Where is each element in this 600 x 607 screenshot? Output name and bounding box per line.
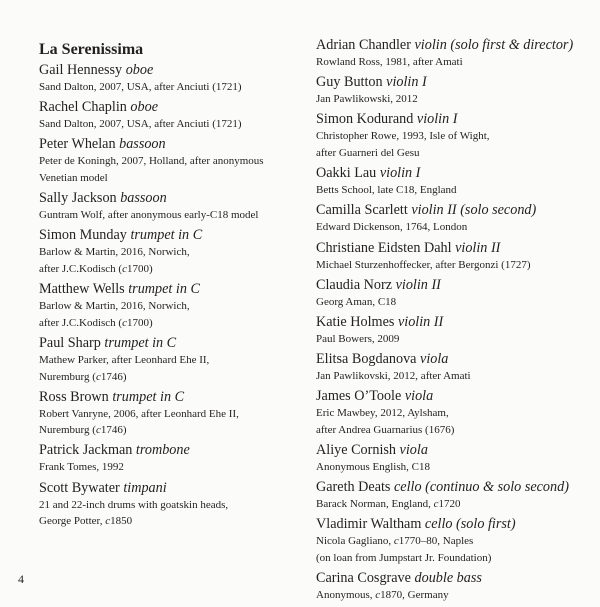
player-instrument: oboe [125, 62, 154, 78]
roster-entry [39, 281, 301, 331]
instrument-maker-line: Michael Sturzenhoffecker, after Bergonzi (1727) [316, 258, 531, 271]
instrument-maker-line: Paul Bowers, 2009 [316, 332, 400, 345]
instrument-maker-line: after J.C.Kodisch (c1700) [39, 316, 153, 329]
instrument-maker-line: Nuremburg (c1746) [39, 424, 127, 437]
right-roster [316, 37, 596, 604]
roster-entry [316, 37, 596, 71]
page-number: 4 [18, 572, 24, 586]
player-instrument: trumpet in C [130, 227, 203, 244]
instrument-maker-line: Nicola Gagliano, c1770–80, Naples [316, 535, 474, 548]
instrument-maker-line: Nuremburg (c1746) [39, 370, 127, 383]
instrument-maker-line: Jan Pawlikovski, 2012, after Amati [316, 370, 471, 383]
instrument-maker-line: Edward Dickenson, 1764, London [316, 221, 468, 234]
player-name: Peter Whelan [39, 136, 116, 153]
roster-entry [316, 240, 596, 274]
player-name: Matthew Wells [39, 281, 125, 298]
left-roster [39, 62, 301, 530]
player-name: Katie Holmes [316, 313, 395, 330]
player-name: Adrian Chandler [316, 37, 411, 53]
roster-entry [39, 442, 301, 476]
player-name: Carina Cosgrave [316, 570, 411, 587]
player-instrument: violin I [386, 74, 427, 91]
circa-mark: c [95, 370, 101, 383]
left-column [39, 40, 301, 533]
player-line [39, 190, 301, 207]
player-instrument: timpani [123, 479, 167, 496]
player-line [316, 442, 596, 459]
instrument-maker-line: Barlow & Martin, 2016, Norwich, [39, 300, 190, 313]
player-line [316, 351, 596, 368]
instrument-maker-line: Barack Norman, England, c1720 [316, 498, 461, 511]
player-line [316, 240, 596, 257]
player-line [39, 227, 301, 244]
instrument-maker-line: Anonymous, c1870, Germany [316, 589, 449, 602]
player-line [39, 389, 301, 406]
roster-entry [316, 111, 596, 161]
player-instrument: trombone [135, 442, 190, 459]
player-line [39, 335, 301, 352]
right-column [316, 37, 596, 607]
player-name: Aliye Cornish [316, 442, 396, 459]
player-name: Elitsa Bogdanova [316, 351, 417, 368]
player-name: Ross Brown [39, 388, 109, 405]
circa-mark: c [122, 316, 127, 329]
roster-entry [316, 479, 596, 513]
player-instrument: violin II (solo second) [411, 202, 537, 219]
player-name: James O’Toole [316, 388, 402, 405]
player-instrument: bassoon [119, 136, 166, 153]
circa-mark: c [95, 424, 101, 437]
player-name: Christiane Eidsten Dahl [316, 239, 452, 256]
player-name: Simon Kodurand [316, 111, 414, 128]
roster-entry [316, 516, 596, 566]
player-instrument: trumpet in C [112, 388, 185, 405]
player-name: Paul Sharp [39, 334, 101, 351]
player-line [316, 37, 596, 54]
player-name: Oakki Lau [316, 165, 377, 182]
player-line [316, 111, 596, 128]
instrument-maker-line: Barlow & Martin, 2016, Norwich, [39, 246, 190, 259]
instrument-maker-line: after Guarneri del Gesu [316, 146, 420, 159]
player-line [316, 74, 596, 91]
player-line [316, 277, 596, 294]
player-name: Vladimir Waltham [316, 516, 422, 533]
instrument-maker-line: Eric Mawbey, 2012, Aylsham, [316, 407, 449, 420]
player-instrument: violin II [397, 313, 444, 330]
player-line [316, 570, 596, 587]
player-line [39, 62, 301, 79]
player-instrument: viola [420, 351, 449, 368]
player-line [316, 202, 596, 219]
instrument-maker-line: (on loan from Jumpstart Jr. Foundation) [316, 552, 492, 565]
player-line [39, 480, 301, 497]
player-line [316, 165, 596, 182]
circa-mark: c [105, 515, 111, 528]
roster-entry [316, 202, 596, 236]
roster-entry [316, 74, 596, 108]
instrument-maker-line: Betts School, late C18, England [316, 184, 457, 197]
player-instrument: violin I [416, 111, 458, 128]
player-line [316, 314, 596, 331]
player-line [316, 479, 596, 496]
player-instrument: violin I [379, 165, 421, 182]
roster-entry [39, 99, 301, 133]
player-name: Gareth Deats [316, 479, 391, 496]
player-instrument: trumpet in C [104, 334, 177, 351]
roster-entry [316, 388, 596, 438]
circa-mark: c [375, 589, 381, 602]
roster-entry [316, 442, 596, 476]
instrument-maker-line: Christopher Rowe, 1993, Isle of Wight, [316, 130, 490, 143]
player-line [316, 516, 596, 533]
player-line [39, 281, 301, 298]
player-name: Claudia Norz [316, 276, 393, 293]
player-instrument: trumpet in C [128, 281, 200, 298]
player-instrument: cello (solo first) [424, 516, 516, 533]
player-instrument: violin (solo first & director) [414, 37, 574, 53]
player-line [39, 442, 301, 459]
instrument-maker-line: Jan Pawlikowski, 2012 [316, 93, 418, 106]
player-name: Camilla Scarlett [316, 202, 408, 219]
roster-entry [39, 190, 301, 224]
instrument-maker-line: Sand Dalton, 2007, USA, after Anciuti (1721) [39, 118, 242, 131]
instrument-maker-line: Guntram Wolf, after anonymous early-C18 model [39, 209, 259, 222]
roster-entry [316, 165, 596, 199]
circa-mark: c [393, 535, 399, 548]
player-instrument: violin II [455, 239, 501, 256]
player-line [316, 388, 596, 405]
instrument-maker-line: 21 and 22-inch drums with goatskin heads, [39, 498, 229, 511]
player-instrument: cello (continuo & solo second) [394, 479, 569, 496]
roster-entry [316, 570, 596, 604]
roster-entry [316, 351, 596, 385]
player-instrument: violin II [395, 276, 441, 293]
section-title: La Serenissima [39, 41, 144, 58]
instrument-maker-line: Frank Tomes, 1992 [39, 461, 124, 474]
instrument-maker-line: Venetian model [39, 171, 108, 184]
player-name: Scott Bywater [39, 479, 120, 496]
player-instrument: viola [404, 388, 434, 405]
player-line [39, 136, 301, 153]
player-line [39, 99, 301, 116]
player-name: Sally Jackson [39, 190, 117, 207]
player-instrument: double bass [414, 570, 482, 587]
roster-entry [39, 136, 301, 186]
instrument-maker-line: Sand Dalton, 2007, USA, after Anciuti (1721) [39, 81, 242, 93]
instrument-maker-line: after J.C.Kodisch (c1700) [39, 262, 153, 275]
instrument-maker-line: Robert Vanryne, 2006, after Leonhard Ehe II, [39, 407, 239, 420]
roster-entry [39, 335, 301, 385]
roster-entry [316, 277, 596, 311]
roster-entry [39, 227, 301, 277]
instrument-maker-line: Georg Aman, C18 [316, 295, 397, 308]
player-name: Patrick Jackman [39, 442, 133, 459]
circa-mark: c [433, 498, 439, 511]
instrument-maker-line: Rowland Ross, 1981, after Amati [316, 56, 463, 68]
circa-mark: c [122, 262, 127, 275]
roster-entry [39, 389, 301, 439]
player-name: Rachel Chaplin [39, 99, 127, 116]
player-name: Simon Munday [39, 227, 127, 244]
player-instrument: oboe [130, 99, 159, 116]
player-name: Gail Hennessy [39, 62, 123, 78]
instrument-maker-line: Anonymous English, C18 [316, 461, 430, 474]
player-name: Guy Button [316, 74, 383, 91]
roster-entry [39, 480, 301, 530]
roster-entry [316, 314, 596, 348]
instrument-maker-line: after Andrea Guarnarius (1676) [316, 423, 455, 436]
instrument-maker-line: Mathew Parker, after Leonhard Ehe II, [39, 353, 210, 366]
player-instrument: bassoon [120, 190, 167, 207]
player-instrument: viola [399, 442, 428, 459]
instrument-maker-line: George Potter, c1850 [39, 515, 133, 528]
roster-entry [39, 62, 301, 96]
instrument-maker-line: Peter de Koningh, 2007, Holland, after anonymous [39, 155, 264, 168]
